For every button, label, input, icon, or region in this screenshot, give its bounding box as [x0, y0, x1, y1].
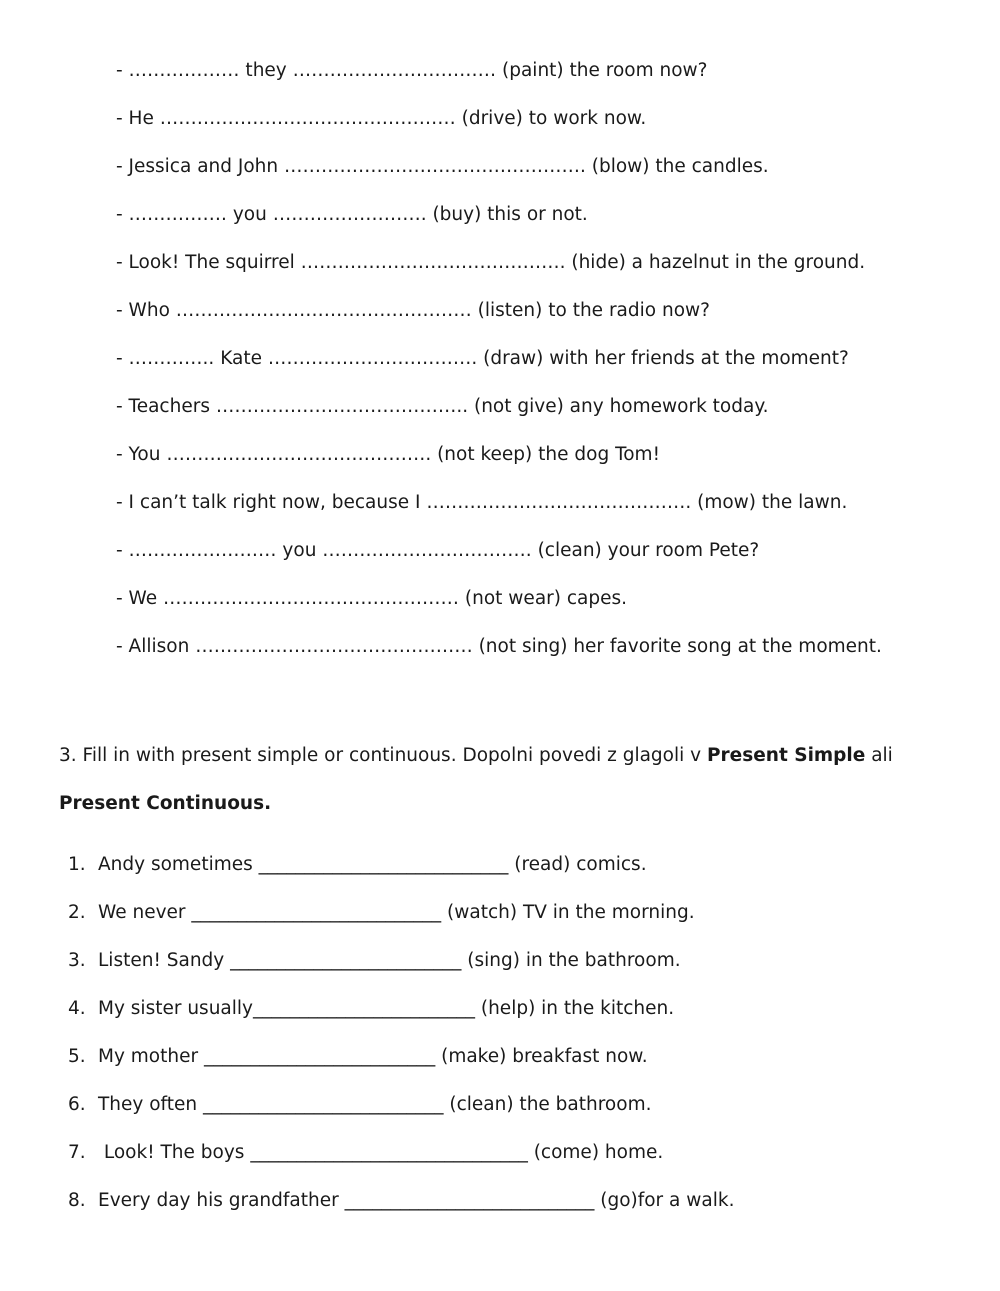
exercise2-sentence: - We ………………………………………… (not wear) capes.: [116, 588, 628, 609]
heading-bold-text: Present Continuous.: [59, 793, 272, 814]
exercise3-item: [68, 902, 695, 923]
exercise2-sentence: - Jessica and John …………………………………………. (blow) the candles.: [116, 156, 769, 177]
exercise2-sentence: - ………….. Kate ……………………………. (draw) with her friends at the moment?: [116, 348, 849, 369]
item-text: Andy sometimes ___________________________ (read) comics.: [98, 854, 647, 875]
exercise2-sentence: - Teachers ………………………………….. (not give) any homework today.: [116, 396, 769, 417]
item-text: Listen! Sandy _________________________ (sing) in the bathroom.: [98, 950, 681, 971]
exercise3-item: [68, 1046, 648, 1067]
exercise2-sentence: - He ………………………………………… (drive) to work now.: [116, 108, 647, 129]
exercise3-heading: [59, 745, 893, 766]
exercise3-item: [68, 1094, 651, 1115]
item-text: They often __________________________ (clean) the bathroom.: [98, 1094, 652, 1115]
exercise2-sentence: - ……………… they …………………………… (paint) the room now?: [116, 60, 708, 81]
exercise2-sentence: - …………………… you ……………………………. (clean) your room Pete?: [116, 540, 760, 561]
exercise2-sentence: - Look! The squirrel ……………………………………. (hide) a hazelnut in the ground.: [116, 252, 866, 273]
exercise3-item: [68, 998, 674, 1019]
exercise3-item: [68, 854, 647, 875]
exercise3-item: [68, 1190, 734, 1211]
item-number: 4.: [68, 998, 86, 1019]
item-number: 2.: [68, 902, 86, 923]
exercise3-heading-continued: [59, 793, 271, 814]
exercise2-sentence: - I can’t talk right now, because I ……………………………………. (mow) the lawn.: [116, 492, 848, 513]
exercise2-sentence: - ……………. you ……………………. (buy) this or not.: [116, 204, 588, 225]
exercise3-item: [68, 1142, 663, 1163]
item-text: My sister usually________________________ (help) in the kitchen.: [98, 998, 675, 1019]
item-number: 1.: [68, 854, 86, 875]
item-text: My mother _________________________ (make) breakfast now.: [98, 1046, 648, 1067]
item-text: We never ___________________________ (watch) TV in the morning.: [98, 902, 695, 923]
heading-text: 3. Fill in with present simple or continuous. Dopolni povedi z glagoli v: [59, 745, 707, 766]
item-number: 3.: [68, 950, 86, 971]
item-text: Every day his grandfather ___________________________ (go)for a walk.: [98, 1190, 735, 1211]
exercise2-sentence: - Who ………………………………………… (listen) to the radio now?: [116, 300, 710, 321]
exercise2-sentence: - You ……………………………………. (not keep) the dog Tom!: [116, 444, 660, 465]
heading-bold-text: Present Simple: [707, 745, 866, 766]
item-text: Look! The boys ______________________________ (come) home.: [98, 1142, 664, 1163]
item-number: 7.: [68, 1142, 86, 1163]
item-number: 5.: [68, 1046, 86, 1067]
exercise3-item: [68, 950, 681, 971]
heading-text: ali: [865, 745, 893, 766]
exercise2-sentence: - Allison ……………………………………… (not sing) her favorite song at the moment.: [116, 636, 882, 657]
item-number: 8.: [68, 1190, 86, 1211]
item-number: 6.: [68, 1094, 86, 1115]
